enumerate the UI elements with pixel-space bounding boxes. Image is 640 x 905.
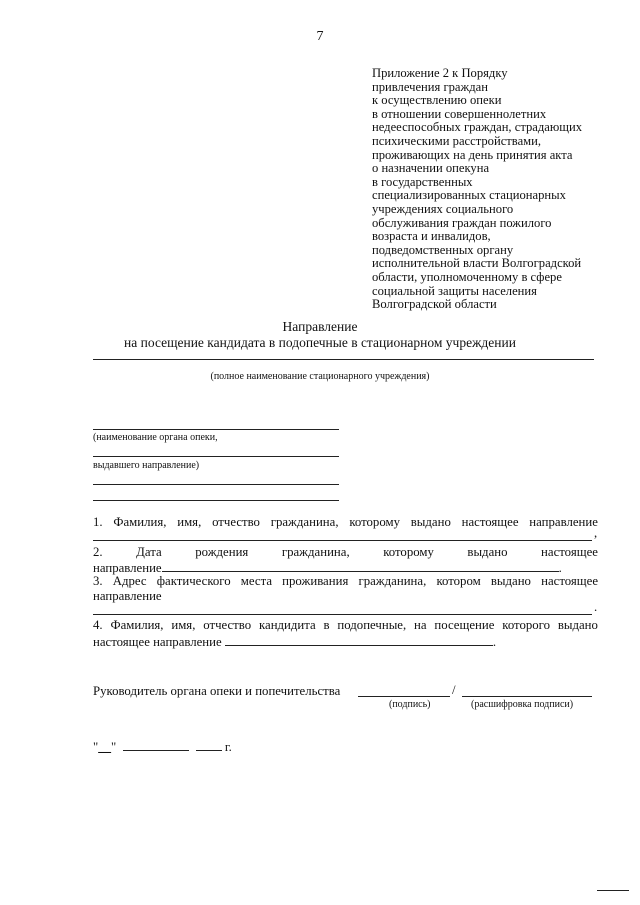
item-2-end: . [558, 561, 562, 575]
item1-word: имя, [177, 515, 202, 529]
item4-word: посещение [434, 618, 495, 632]
appendix-line: социальной защиты населения [372, 283, 537, 298]
item3-word: настоящее [541, 574, 598, 588]
appendix-line: области, уполномоченному в сфере [372, 269, 562, 284]
item3-word: проживания [282, 574, 349, 588]
item4-word: подопечные, [337, 618, 407, 632]
appendix-line: подведомственных органу [372, 242, 514, 257]
signature-decode-caption: (расшифровка подписи) [471, 699, 574, 710]
item2-word: Дата [136, 545, 162, 559]
signature-label: Руководитель органа опеки и попечительства [93, 684, 341, 698]
guardianship-authority-field[interactable] [93, 429, 339, 430]
date-quote-close: " [111, 740, 117, 754]
appendix-line: в отношении совершеннолетних [372, 106, 547, 121]
appendix-line: Приложение 2 к Порядку [372, 66, 508, 80]
item-3-field[interactable] [93, 614, 592, 615]
item2-word: 2. [93, 545, 103, 559]
appendix-line: привлечения граждан [372, 79, 488, 94]
item-2-field[interactable] [162, 560, 559, 572]
guardianship-authority-field-4[interactable] [93, 500, 339, 501]
item4-word: в [323, 618, 330, 632]
item1-word: отчество [212, 515, 260, 529]
item2-word: рождения [195, 545, 249, 559]
date-line [93, 739, 232, 755]
item4-word: на [414, 618, 427, 632]
item2-word: настоящее [541, 545, 598, 559]
date-month-field[interactable] [123, 739, 189, 751]
item4-word: кандидита [258, 618, 316, 632]
institution-caption: (полное наименование стационарного учреждения) [210, 371, 430, 382]
appendix-line: Волгоградской области [372, 297, 497, 312]
item3-word: котором [436, 574, 481, 588]
appendix-line: о назначении опекуна [372, 161, 490, 176]
item-4-end: . [492, 635, 497, 649]
item4-word: которого [502, 618, 550, 632]
appendix-line: к осуществлению опеки [372, 93, 502, 108]
item4-word: отчество [203, 618, 252, 632]
guardianship-authority-field-3[interactable] [93, 484, 339, 485]
item1-word: которому [349, 515, 400, 529]
item3-word: выдано [490, 574, 531, 588]
appendix-line: возраста и инвалидов, [372, 229, 491, 244]
item3-word: 3. [93, 574, 103, 588]
guardianship-authority-field-2[interactable] [93, 456, 339, 457]
document-subtitle: на посещение кандидата в подопечные в стационарном учреждении [124, 335, 516, 350]
item3-word: места [240, 574, 273, 588]
item-4-cont-word: настоящее направление [93, 635, 222, 649]
item2-word: которому [383, 545, 434, 559]
date-suffix: г. [224, 740, 232, 754]
item-4-field[interactable] [225, 634, 493, 646]
item3-word: Адрес [112, 574, 147, 588]
appendix-line: исполнительной власти Волгоградской [372, 256, 582, 271]
page-number: 7 [316, 29, 324, 44]
item1-word: направление [529, 515, 598, 529]
item4-word: выдано [557, 618, 598, 632]
signature-caption: (подпись) [389, 699, 431, 710]
item-1-field[interactable] [93, 540, 592, 541]
item3-word: фактического [156, 574, 231, 588]
item-3-end: . [594, 600, 598, 614]
item4-word: Фамилия, [110, 618, 164, 632]
appendix-line: психическими расстройствами, [372, 133, 542, 148]
appendix-line: в государственных [372, 174, 473, 189]
appendix-line: недееспособных граждан, страдающих [372, 120, 583, 135]
signature-field[interactable] [358, 696, 450, 697]
item-3-cont-word: направление [93, 589, 162, 603]
item-3-text [93, 574, 598, 589]
item-4-text [93, 618, 598, 633]
item2-word: выдано [467, 545, 508, 559]
item1-word: гражданина, [270, 515, 339, 529]
item4-word: 4. [93, 618, 103, 632]
institution-name-field[interactable] [93, 359, 594, 360]
appendix-block [372, 67, 634, 312]
item2-word: гражданина, [281, 545, 350, 559]
item-1-text [93, 515, 598, 530]
item-2-cont-word: направление [93, 561, 162, 575]
appendix-line: проживающих на день принятия акта [372, 147, 573, 162]
date-year-field[interactable] [196, 739, 222, 751]
signature-separator: / [452, 683, 456, 697]
item-1-end: , [594, 526, 598, 540]
appendix-line: учреждениях социального [372, 201, 514, 216]
item-2-text [93, 545, 598, 560]
date-day-field[interactable]: __ [98, 740, 112, 754]
document-title: Направление [282, 319, 358, 334]
item1-word: настоящее [461, 515, 519, 529]
guardianship-caption-1: (наименование органа опеки, [93, 432, 218, 443]
item3-word: гражданина, [358, 574, 427, 588]
date-quote-open: " [93, 740, 99, 754]
item1-word: Фамилия, [113, 515, 167, 529]
appendix-line: обслуживания граждан пожилого [372, 215, 552, 230]
footer-rule [597, 890, 629, 891]
appendix-line: специализированных стационарных [372, 188, 566, 203]
item-4-continuation [93, 634, 496, 650]
item4-word: имя, [171, 618, 196, 632]
item1-word: 1. [93, 515, 103, 529]
item1-word: выдано [410, 515, 451, 529]
guardianship-caption-2: выдавшего направление) [93, 460, 200, 471]
signature-decode-field[interactable] [462, 696, 592, 697]
